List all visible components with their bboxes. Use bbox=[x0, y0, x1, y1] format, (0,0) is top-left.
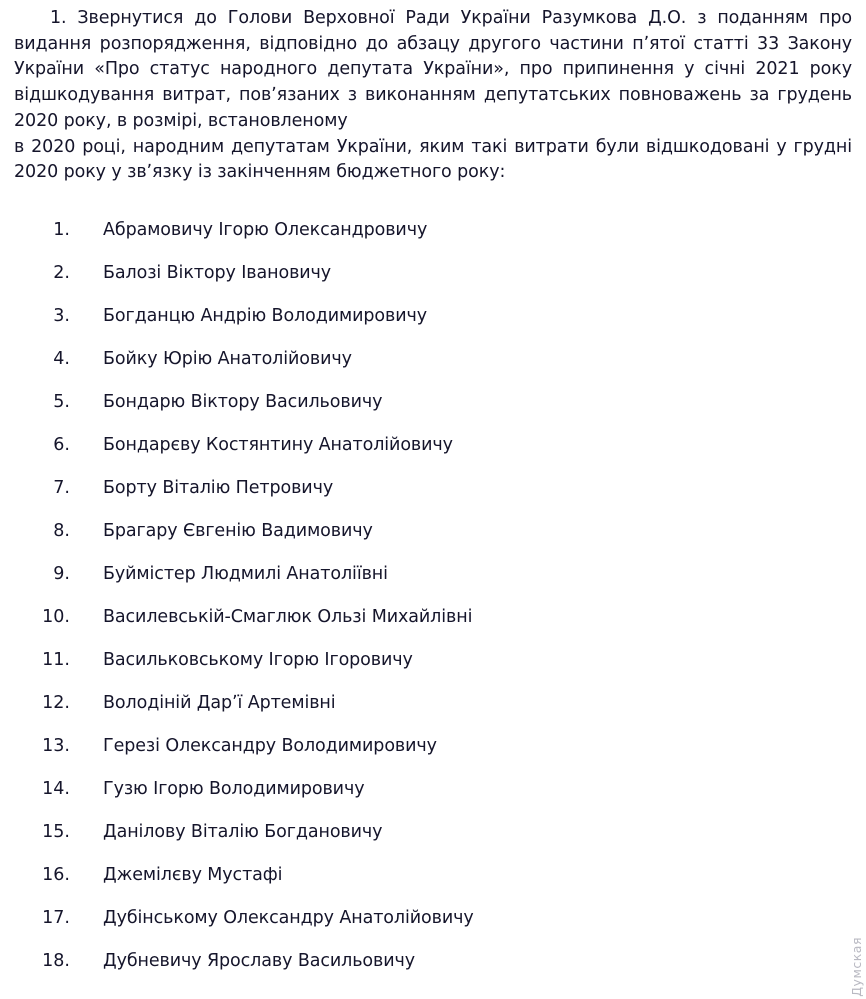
list-item bbox=[14, 910, 852, 953]
list-item-name: Бондарєву Костянтину Анатолійовичу bbox=[103, 435, 453, 456]
list-item-number: 16. bbox=[42, 865, 70, 886]
list-item-number: 7. bbox=[53, 478, 70, 499]
list-item bbox=[14, 480, 852, 523]
list-item-name: Васильковському Ігорю Ігоровичу bbox=[103, 650, 413, 671]
list-item-number: 1. bbox=[53, 220, 70, 241]
list-item bbox=[14, 437, 852, 480]
list-item bbox=[14, 308, 852, 351]
list-item-name: Герезі Олександру Володимировичу bbox=[103, 736, 437, 757]
list-item bbox=[14, 781, 852, 824]
list-item-name: Володіній Дарʼї Артемівні bbox=[103, 693, 336, 714]
list-item-number: 11. bbox=[42, 650, 70, 671]
list-item bbox=[14, 523, 852, 566]
list-item-name: Бондарю Віктору Васильовичу bbox=[103, 392, 383, 413]
deputies-list bbox=[14, 222, 852, 996]
list-item-number: 5. bbox=[53, 392, 70, 413]
list-item bbox=[14, 222, 852, 265]
list-item-name: Дубінському Олександру Анатолійовичу bbox=[103, 908, 474, 929]
list-item-name: Джемілєву Мустафі bbox=[103, 865, 283, 886]
list-item-number: 2. bbox=[53, 263, 70, 284]
watermark: Думская bbox=[849, 937, 864, 997]
list-item-number: 15. bbox=[42, 822, 70, 843]
list-item-name: Абрамовичу Ігорю Олександровичу bbox=[103, 220, 428, 241]
list-item bbox=[14, 609, 852, 652]
list-item-number: 4. bbox=[53, 349, 70, 370]
list-item-name: Балозі Віктору Івановичу bbox=[103, 263, 332, 284]
intro-text-block bbox=[14, 6, 852, 186]
list-item-number: 10. bbox=[42, 607, 70, 628]
list-item-name: Богданцю Андрію Володимировичу bbox=[103, 306, 428, 327]
list-item-name: Гузю Ігорю Володимировичу bbox=[103, 779, 365, 800]
list-item-number: 6. bbox=[53, 435, 70, 456]
list-item-number: 14. bbox=[42, 779, 70, 800]
list-item bbox=[14, 394, 852, 437]
list-item-name: Бойку Юрію Анатолійовичу bbox=[103, 349, 352, 370]
list-item-number: 12. bbox=[42, 693, 70, 714]
list-item-name: Борту Віталію Петровичу bbox=[103, 478, 334, 499]
list-item bbox=[14, 824, 852, 867]
list-item bbox=[14, 351, 852, 394]
intro-paragraph-2: в 2020 році, народним депутатам України, яким такі витрати були відшкодовані у грудні 2020 року у звʼязку із закінченням бюджетного року: bbox=[14, 136, 852, 183]
list-item-number: 17. bbox=[42, 908, 70, 929]
intro-paragraph-1 bbox=[14, 6, 852, 135]
list-item bbox=[14, 652, 852, 695]
list-item-name: Данілову Віталію Богдановичу bbox=[103, 822, 383, 843]
list-item bbox=[14, 695, 852, 738]
list-item-number: 9. bbox=[53, 564, 70, 585]
list-item-number: 8. bbox=[53, 521, 70, 542]
list-item bbox=[14, 265, 852, 308]
list-item bbox=[14, 566, 852, 609]
list-item bbox=[14, 738, 852, 781]
list-item-number: 13. bbox=[42, 736, 70, 757]
list-item bbox=[14, 953, 852, 996]
list-item bbox=[14, 867, 852, 910]
list-item-name: Дубневичу Ярославу Васильовичу bbox=[103, 951, 416, 972]
list-item-name: Брагару Євгенію Вадимовичу bbox=[103, 521, 373, 542]
list-item-number: 18. bbox=[42, 951, 70, 972]
list-item-name: Василевській-Смаглюк Ользі Михайлівні bbox=[103, 607, 473, 628]
list-item-name: Буймістер Людмилі Анатоліївні bbox=[103, 564, 388, 585]
list-item-number: 3. bbox=[53, 306, 70, 327]
intro-paragraph-1-text: 1. Звернутися до Голови Верховної Ради України Разумкова Д.О. з поданням про видання розпорядження, відповідно до абзацу другого частини пʼятої статті 33 Закону України «Про статус народного депутата України», про припинення у січні 2021 року відшкодування витрат, повʼязаних з виконанням депутатських повноважень за грудень 2020 року, в розмірі, встановленому bbox=[14, 8, 852, 131]
